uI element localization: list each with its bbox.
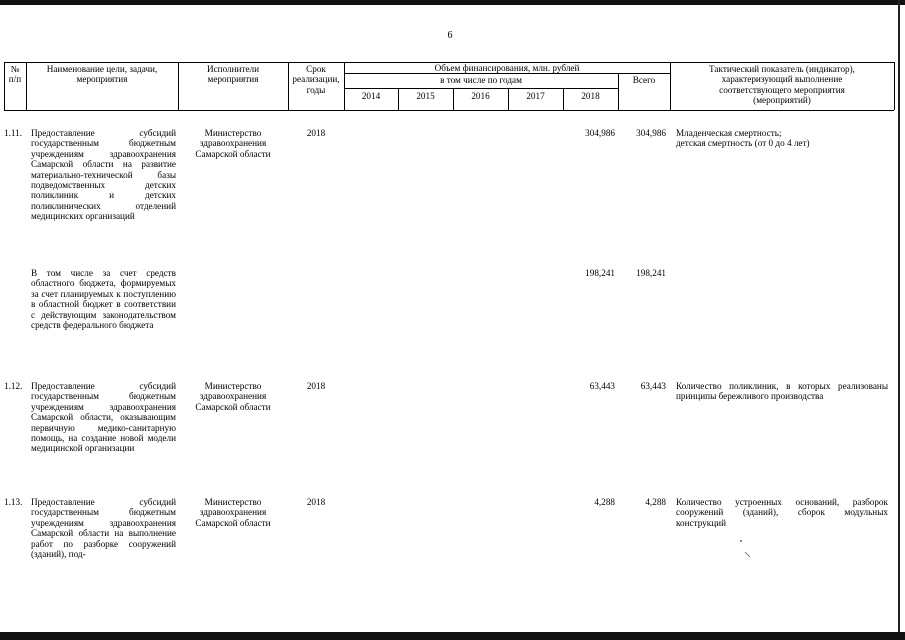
- row-executor: Министерство здравоохранения Самарской области: [195, 497, 271, 528]
- header-total: Всего: [632, 75, 656, 85]
- row-indicator: Младенческая смертность; детская смертность (от 0 до 4 лет): [676, 128, 810, 149]
- row-total: 304,986: [636, 128, 666, 138]
- header-year-2015: 2015: [416, 91, 435, 101]
- row-name: Предоставление субсидий государственным бюджетным учреждениям здравоохранения Самарской области на выполнение работ по разборке сооружений (зданий), под-: [31, 497, 176, 560]
- row-executor: Министерство здравоохранения Самарской области: [195, 381, 271, 412]
- header-num: № п/п: [8, 64, 22, 85]
- row-indicator: Количество поликлиник, в которых реализованы принципы бережливого производства: [676, 381, 888, 402]
- row-total: 4,288: [645, 497, 666, 507]
- row-number: 1.13.: [4, 497, 23, 507]
- row-term: 2018: [306, 128, 326, 138]
- row-term: 2018: [306, 497, 326, 507]
- header-year-2018: 2018: [581, 91, 600, 101]
- header-year-2016: 2016: [471, 91, 490, 101]
- row-value-2018: 63,443: [589, 381, 615, 391]
- header-term: Срок реализации, годы: [292, 64, 340, 95]
- row-value-2018: 4,288: [594, 497, 615, 507]
- row-executor: Министерство здравоохранения Самарской области: [195, 128, 271, 159]
- header-name: Наименование цели, задачи, мероприятия: [46, 64, 158, 85]
- row-total: 63,443: [640, 381, 666, 391]
- row-name: В том числе за счет средств областного бюджета, формируемых за счет планируемых к поступлению в областной бюджет в соответствии с действующим законодательством средств федерального бюджета: [31, 268, 176, 331]
- row-term: 2018: [306, 381, 326, 391]
- header-funding: Объем финансирования, млн. рублей: [434, 63, 580, 73]
- header-indicator: Тактический показатель (индикатор), характеризующий выполнение соответствующего мероприятия (мероприятий): [709, 64, 855, 106]
- row-name: Предоставление субсидий государственным бюджетным учреждениям здравоохранения Самарской области, оказывающим первичную медико-санитарную помощь, на создание новой модели медицинской организации: [31, 381, 176, 454]
- page-number: 6: [447, 30, 453, 41]
- row-number: 1.11.: [4, 128, 23, 138]
- header-year-2017: 2017: [526, 91, 545, 101]
- row-value-2018: 304,986: [585, 128, 615, 138]
- scan-speck: [735, 538, 755, 560]
- right-border: [898, 0, 900, 640]
- row-total: 198,241: [636, 268, 666, 278]
- bottom-border: [0, 632, 905, 640]
- header-executor: Исполнители мероприятия: [206, 64, 260, 85]
- header-by-years: в том числе по годам: [440, 75, 522, 85]
- row-value-2018: 198,241: [585, 268, 615, 278]
- row-indicator: Количество устроенных оснований, разборок сооружений (зданий), сборок модульных конструкций: [676, 497, 888, 528]
- header-year-2014: 2014: [361, 91, 381, 101]
- row-name: Предоставление субсидий государственным бюджетным учреждениям здравоохранения Самарской области на развитие материально-технической базы подведомственных детских поликлиник и детских поликлинических отделений медицинских организаций: [31, 128, 176, 222]
- top-border: [0, 0, 905, 5]
- row-number: 1.12.: [4, 381, 23, 391]
